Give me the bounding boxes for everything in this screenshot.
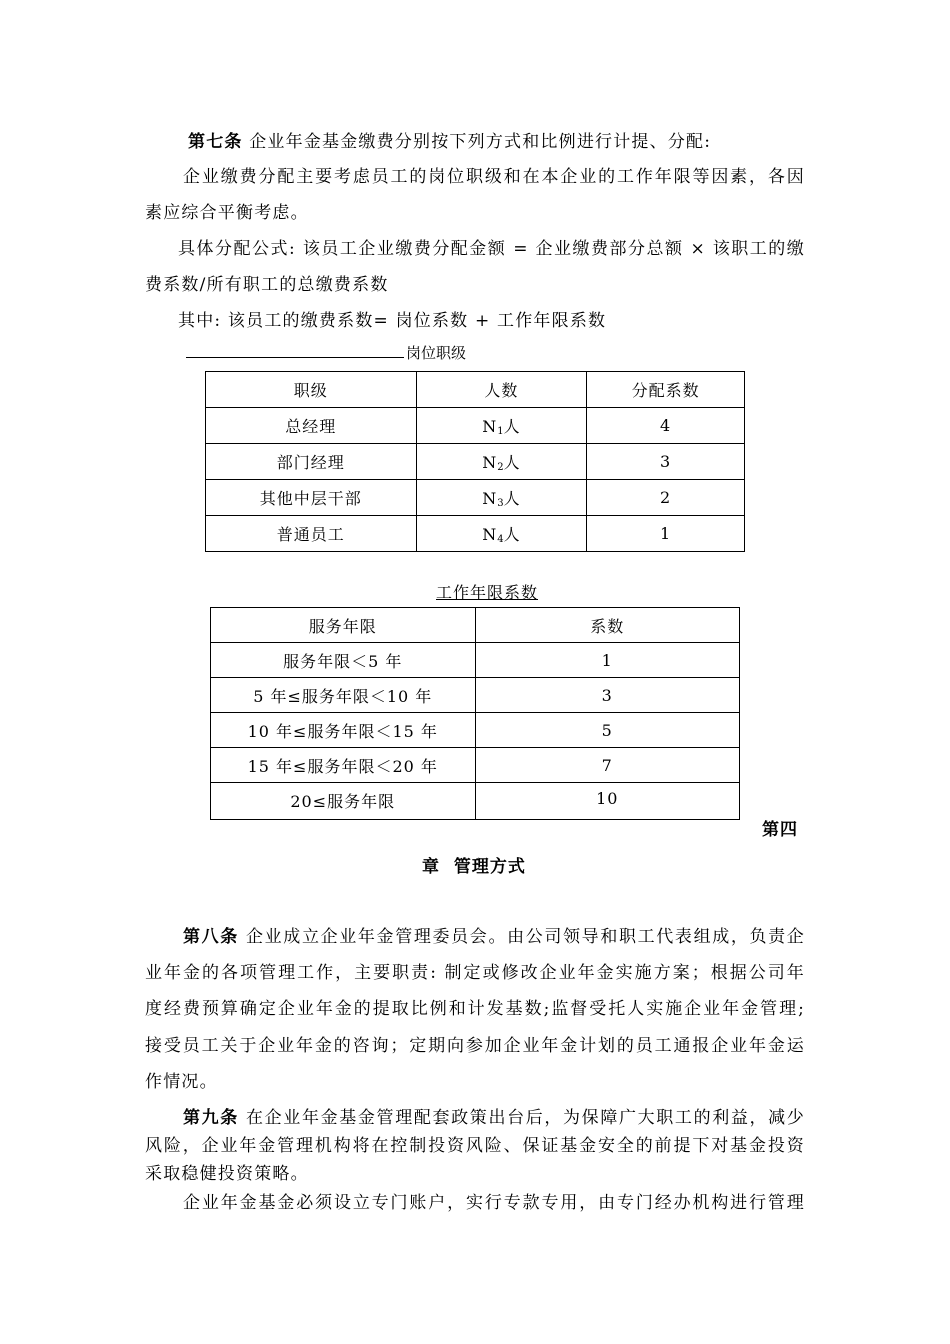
header-cell: 职级 <box>206 372 417 408</box>
chapter-heading-part1: 第四 <box>762 820 798 840</box>
range-cell: 20≤服务年限 <box>211 783 476 820</box>
header-cell: 服务年限 <box>211 608 476 643</box>
coef-cell: 5 <box>475 713 740 748</box>
count-unit: 人 <box>503 453 521 472</box>
article7-para1-line1: 企业缴费分配主要考虑员工的岗位职级和在本企业的工作年限等因素，各因 <box>183 167 805 187</box>
header-cell: 分配系数 <box>587 372 745 408</box>
level-cell: 其他中层干部 <box>206 480 417 516</box>
level-cell: 总经理 <box>206 408 417 444</box>
count-n: N <box>482 525 498 544</box>
level-cell: 普通员工 <box>206 516 417 552</box>
header-cell: 系数 <box>475 608 740 643</box>
count-sub: 2 <box>497 462 504 473</box>
table-row <box>206 480 745 516</box>
table-row <box>211 678 740 713</box>
coef-cell: 3 <box>587 444 745 480</box>
level-cell: 部门经理 <box>206 444 417 480</box>
coef-cell: 2 <box>587 480 745 516</box>
count-sub: 1 <box>497 426 504 437</box>
coef-cell: 10 <box>475 783 740 820</box>
count-cell <box>416 480 587 516</box>
count-sub: 4 <box>497 534 504 545</box>
article8-line2: 业年金的各项管理工作，主要职责: 制定或修改企业年金实施方案；根据公司年 <box>145 963 805 983</box>
article9-text: 在企业年金基金管理配套政策出台后，为保障广大职工的利益，减少 <box>246 1108 806 1128</box>
range-cell: 15 年≤服务年限＜20 年 <box>211 748 476 783</box>
table-header-row <box>206 372 745 408</box>
table-row <box>211 783 740 820</box>
article8-line4: 接受员工关于企业年金的咨询；定期向参加企业年金计划的员工通报企业年金运 <box>145 1036 805 1056</box>
service-years-table <box>210 607 740 820</box>
article8-line3: 度经费预算确定企业年金的提取比例和计发基数;监督受托人实施企业年金管理; <box>145 999 805 1019</box>
article7-heading: 第七条 <box>188 132 243 152</box>
count-cell <box>416 516 587 552</box>
chapter-heading-part2: 章 管理方式 <box>422 857 526 877</box>
article9-line3: 采取稳健投资策略。 <box>145 1164 309 1184</box>
coef-cell: 1 <box>587 516 745 552</box>
table-row <box>206 408 745 444</box>
count-cell <box>416 444 587 480</box>
table-row <box>211 748 740 783</box>
article9-para2: 企业年金基金必须设立专门账户，实行专款专用，由专门经办机构进行管理 <box>183 1193 805 1213</box>
coef-cell: 7 <box>475 748 740 783</box>
article8-line5: 作情况。 <box>145 1072 218 1092</box>
position-level-table <box>205 371 745 552</box>
table-row <box>206 444 745 480</box>
article8-text: 企业成立企业年金管理委员会。由公司领导和职工代表组成，负责企 <box>246 927 806 947</box>
count-n: N <box>482 453 498 472</box>
article7-para2-line2: 费系数/所有职工的总缴费系数 <box>145 275 389 295</box>
count-n: N <box>482 489 498 508</box>
article7-para2-line1: 具体分配公式: 该员工企业缴费分配金额 = 企业缴费部分总额 × 该职工的缴 <box>178 239 805 259</box>
article7-para3: 其中: 该员工的缴费系数= 岗位系数 + 工作年限系数 <box>178 311 607 331</box>
table-header-row <box>211 608 740 643</box>
table-row <box>206 516 745 552</box>
caption-underline <box>186 357 404 358</box>
article7-line <box>188 127 711 152</box>
coef-cell: 4 <box>587 408 745 444</box>
article7-para1-line2: 素应综合平衡考虑。 <box>145 203 309 223</box>
count-unit: 人 <box>503 525 521 544</box>
article8-heading: 第八条 <box>183 927 239 947</box>
range-cell: 服务年限＜5 年 <box>211 643 476 678</box>
count-unit: 人 <box>503 417 521 436</box>
article7-text: 企业年金基金缴费分别按下列方式和比例进行计提、分配: <box>249 132 712 152</box>
table-row <box>211 713 740 748</box>
count-n: N <box>482 417 498 436</box>
count-unit: 人 <box>503 489 521 508</box>
range-cell: 10 年≤服务年限＜15 年 <box>211 713 476 748</box>
count-sub: 3 <box>497 498 504 509</box>
coef-cell: 3 <box>475 678 740 713</box>
article9-line1 <box>183 1103 805 1128</box>
article9-line2: 风险，企业年金管理机构将在控制投资风险、保证基金安全的前提下对基金投资 <box>145 1136 805 1156</box>
coef-cell: 1 <box>475 643 740 678</box>
table1-caption: 岗位职级 <box>406 344 467 362</box>
table-row <box>211 643 740 678</box>
article9-heading: 第九条 <box>183 1108 239 1128</box>
table2-caption: 工作年限系数 <box>436 583 539 602</box>
header-cell: 人数 <box>416 372 587 408</box>
range-cell: 5 年≤服务年限＜10 年 <box>211 678 476 713</box>
article8-line1 <box>183 922 805 947</box>
count-cell <box>416 408 587 444</box>
